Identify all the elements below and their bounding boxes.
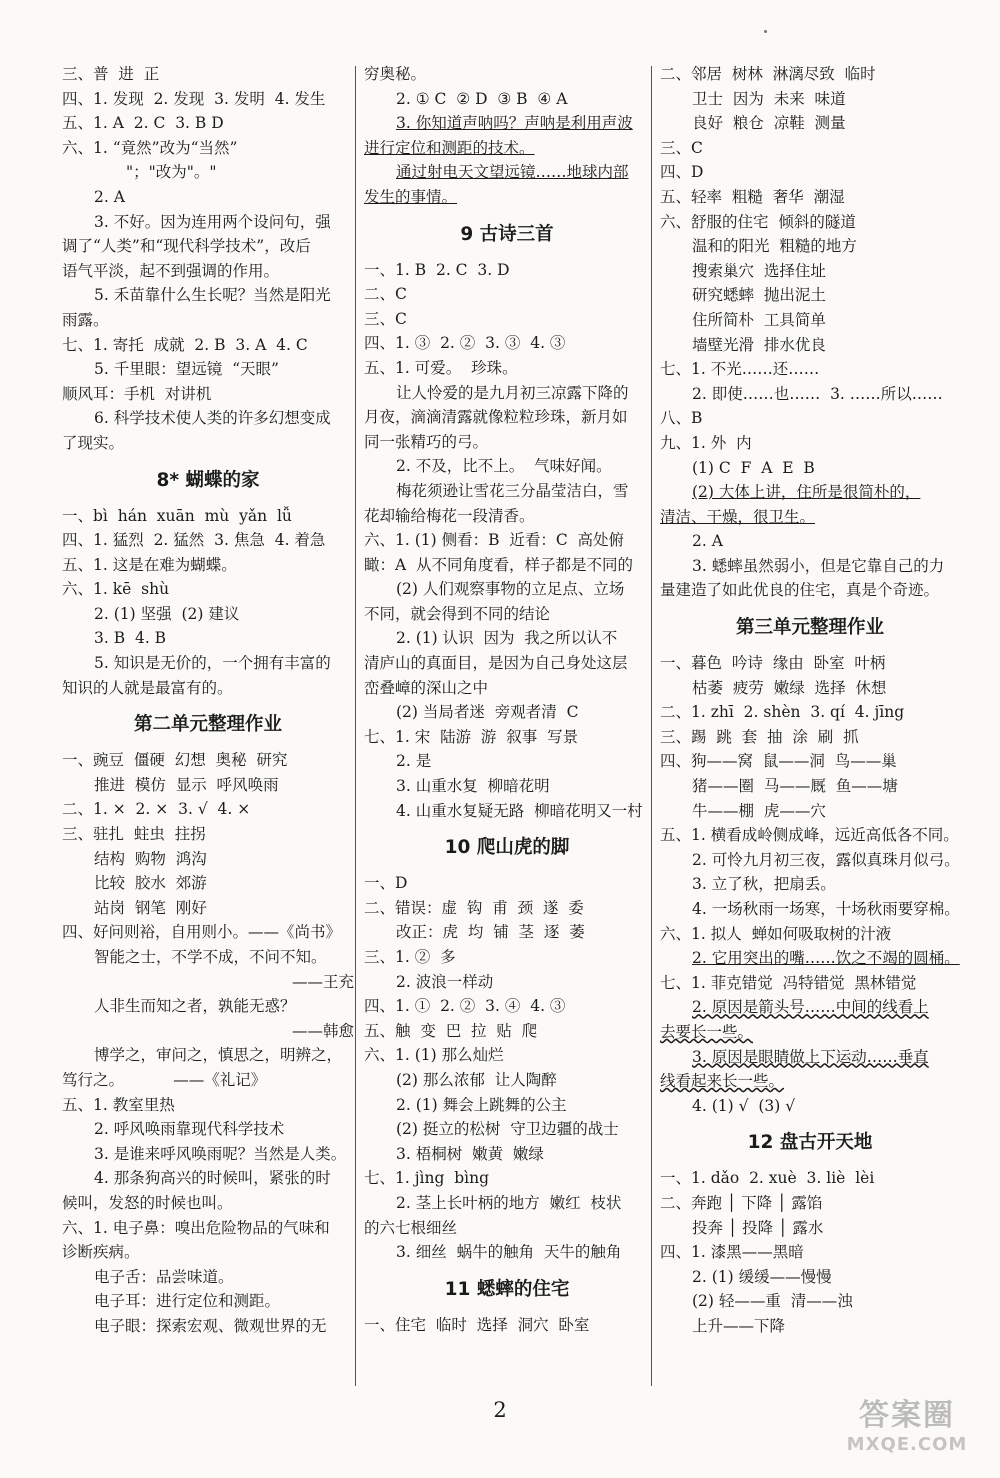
answer-line: 猪——圈 马——厩 鱼——塘: [692, 777, 898, 796]
answer-line: 九、1. 外 内: [660, 433, 752, 452]
underlined-answer: 3. 你知道声呐吗？声呐是利用声波: [396, 114, 633, 133]
answer-line: 三、C: [364, 309, 407, 328]
answer-line: 三、踢 跳 套 抽 涂 刷 抓: [660, 727, 859, 746]
answer-line: 4. 山重水复疑无路 柳暗花明又一村: [396, 801, 643, 820]
answer-line: 2. (1) 缓缓——慢慢: [692, 1267, 832, 1286]
answer-line: 3. 不好。因为连用两个设问句，强: [94, 212, 331, 231]
answer-line: ——韩愈: [291, 1021, 354, 1040]
answer-line: 4. (1) √ (3) √: [692, 1096, 796, 1115]
answer-line: 电子耳：进行定位和测距。: [94, 1292, 281, 1311]
answer-line: 二、1. zhī 2. shèn 3. qí 4. jīng: [660, 703, 905, 722]
answer-line: 月夜，滴滴清露就像粒粒珍珠，新月如: [364, 408, 628, 427]
answer-line: 2. (1) 舞会上跳舞的公主: [396, 1095, 567, 1114]
answer-line: 二、奔跑 │ 下降 │ 露馅: [660, 1193, 823, 1212]
answer-line: 二、错误：虚 钩 甫 颈 遂 委: [364, 898, 584, 917]
answer-line: [660, 946, 960, 971]
answer-line: 上升——下降: [692, 1316, 786, 1335]
answer-line: 雨露。: [62, 310, 109, 329]
underlined-answer: 3. 原因是眼睛做上下运动……垂直: [692, 1047, 929, 1066]
answer-line: 牛——棚 虎——穴: [692, 801, 826, 820]
answer-line: 峦叠嶂的深山之中: [364, 678, 489, 697]
section-heading: 12 盘古开天地: [747, 1132, 873, 1154]
answer-line: 四、1. 猛烈 2. 猛然 3. 焦急 4. 着急: [62, 531, 326, 550]
answer-line: 五、1. 教室里热: [62, 1095, 175, 1114]
answer-line: 一、1. B 2. C 3. D: [364, 260, 510, 279]
answer-line: 六、舒服的住宅 倾斜的隧道: [660, 212, 856, 231]
answer-line: 穷奥秘。: [364, 65, 427, 83]
answer-line: [660, 1045, 960, 1070]
section-heading: 第二单元整理作业: [133, 714, 282, 736]
answer-line: 诊断疾病。: [62, 1243, 140, 1262]
answer-line: 2. ① C ② D ③ B ④ A: [396, 89, 568, 108]
watermark-logo-text: 答案圈: [859, 1398, 955, 1433]
answer-line: 推进 模仿 显示 呼风唤雨: [94, 775, 279, 794]
answer-line: 二、邻居 树林 淋漓尽致 临时: [660, 65, 876, 83]
answer-line: 的六七根细丝: [364, 1218, 458, 1237]
answer-line: 住所简朴 工具简单: [692, 310, 826, 329]
answer-line: 五、轻率 粗糙 奢华 潮湿: [660, 187, 845, 206]
answer-line: 让人怜爱的是九月初三凉露下降的: [396, 383, 629, 402]
answer-line: 瞰：A 从不同角度看，样子都是不同的: [364, 555, 634, 574]
answer-line: [364, 160, 650, 185]
answer-line: 七、1. 宋 陆游 游 叙事 写景: [364, 727, 579, 746]
answer-line: [364, 185, 650, 210]
answer-line: 四、1. 漆黑——黑暗: [660, 1243, 804, 1262]
answer-line: 一、住宅 临时 选择 洞穴 卧室: [364, 1315, 590, 1334]
underlined-answer: 2. 原因是箭头号……中间的线看上: [692, 998, 929, 1017]
answer-line: 2. 波浪一样动: [396, 972, 494, 991]
answer-line: [660, 505, 960, 530]
answer-line: 电子舌：品尝味道。: [94, 1267, 234, 1286]
column-right: [660, 62, 960, 1339]
answer-line: 一、暮色 吟诗 缘由 卧室 叶柄: [660, 654, 886, 673]
answer-line: 清庐山的真面目，是因为自己身处这层: [364, 654, 628, 673]
answer-line: 一、bì hán xuān mù yǎn lǚ: [62, 506, 292, 525]
answer-line: 卫士 因为 未来 味道: [692, 89, 846, 108]
answer-line: 站岗 钢笔 刚好: [94, 898, 207, 917]
answer-line: 比较 胶水 郊游: [94, 874, 207, 893]
answer-line: (2) 当局者迷 旁观者清 C: [396, 703, 579, 722]
answer-line: 2. A: [94, 187, 125, 206]
column-left: [62, 62, 354, 1339]
answer-line: 五、1. A 2. C 3. B D: [62, 114, 224, 133]
answer-line: (2) 人们观察事物的立足点、立场: [396, 580, 625, 599]
answer-line: 智能之士，不学不成，不问不知。: [94, 948, 327, 966]
answer-line: [660, 1020, 960, 1045]
answer-line: [660, 480, 960, 505]
answer-line: "；"改为"。": [126, 163, 217, 182]
answer-line: 5. 千里眼：望远镜 “天眼”: [94, 360, 279, 379]
underlined-answer: (2) 大体上讲，住所是很简朴的，: [692, 483, 921, 502]
answer-line: 温和的阳光 粗糙的地方: [692, 237, 857, 256]
answer-line: (2) 轻——重 清——浊: [692, 1292, 853, 1311]
answer-line: 笃行之。 ——《礼记》: [62, 1070, 267, 1089]
answer-line: 六、1. 拟人 蝉如何吸取树的汁液: [660, 924, 892, 943]
answer-line: [660, 1069, 960, 1094]
answer-line: 四、1. ① 2. ② 3. ④ 4. ③: [364, 997, 566, 1016]
answer-line: 六、1. (1) 侧看：B 近看：C 高处俯: [364, 531, 625, 550]
answer-line: 知识的人就是最富有的。: [62, 678, 233, 697]
answer-line: 顺风耳：手机 对讲机: [62, 384, 212, 403]
section-heading: 11 蟋蟀的住宅: [444, 1278, 570, 1300]
answer-line: 四、D: [660, 163, 704, 182]
answer-line: 二、1. × 2. × 3. √ 4. ×: [62, 800, 251, 819]
answer-line: 3. 蟋蟀虽然弱小，但是它靠自己的力: [692, 556, 945, 575]
answer-line: 3. 细丝 蜗牛的触角 天牛的触角: [396, 1243, 622, 1262]
answer-line: 四、好问则裕，自用则小。——《尚书》: [62, 923, 342, 942]
answer-line: 一、D: [364, 874, 408, 893]
answer-line: [660, 995, 960, 1020]
answer-line: ——王充: [291, 972, 354, 991]
answer-line: 2. 不及，比不上。 气味好闻。: [396, 457, 612, 476]
answer-line: 五、触 变 巴 拉 贴 爬: [364, 1021, 538, 1040]
answer-line: (2) 那么浓郁 让人陶醉: [396, 1070, 557, 1089]
answer-line: 改正：虎 均 铺 茎 逐 萎: [396, 923, 585, 942]
underlined-answer: 2. 它用突出的嘴……饮之不竭的圆桶。: [692, 949, 960, 968]
answer-line: 结构 购物 鸿沟: [94, 849, 207, 868]
answer-line: 七、1. 菲克错觉 冯特错觉 黑林错觉: [660, 973, 917, 992]
answer-line: 4. 那条狗高兴的时候叫，紧张的时: [94, 1169, 331, 1188]
answer-line: 了现实。: [62, 433, 125, 452]
answer-line: 六、1. “竟然”改为“当然”: [62, 138, 238, 157]
column-middle: [364, 62, 650, 1337]
watermark-site: MXQE.COM: [846, 1434, 968, 1455]
answer-line: 5. 知识是无价的，一个拥有丰富的: [94, 654, 331, 673]
answer-line: 花却输给梅花一段清香。: [364, 506, 535, 525]
answer-line: 七、1. jìng bìng: [364, 1169, 490, 1188]
answer-line: 电子眼：探索宏观、微观世界的无: [94, 1316, 327, 1335]
answer-line: [364, 111, 650, 136]
answer-line: 量建造了如此优良的住宅，真是个奇迹。: [660, 581, 940, 600]
answer-line: 语气平淡，起不到强调的作用。: [62, 261, 280, 280]
answer-line: 2. 即使……也…… 3. ……所以……: [692, 384, 943, 403]
watermark-logo: [832, 1390, 982, 1464]
underlined-answer: 发生的事情。: [364, 187, 458, 206]
answer-line: [364, 136, 650, 161]
answer-line: 调了“人类”和“现代科学技术”，改后: [62, 237, 311, 256]
answer-line: 良好 粮仓 凉鞋 测量: [692, 114, 846, 133]
answer-line: 6. 科学技术使人类的许多幻想变成: [94, 409, 331, 428]
section-heading: 8* 蝴蝶的家: [156, 469, 260, 491]
answer-line: 枯萎 疲劳 嫩绿 选择 休想: [692, 678, 887, 697]
answer-line: 2. A: [692, 532, 723, 551]
answer-line: 六、1. (1) 那么灿烂: [364, 1046, 504, 1065]
underlined-answer: 线看起来长一些。: [660, 1072, 785, 1091]
section-heading: 第三单元整理作业: [735, 617, 884, 639]
answer-line: 八、B: [660, 409, 703, 428]
answer-line: 研究蟋蟀 抛出泥土: [692, 286, 826, 305]
answer-line: 3. 立了秋，把扇丢。: [692, 875, 836, 894]
answer-line: 六、1. kē shù: [62, 580, 170, 599]
answer-line: 一、豌豆 僵硬 幻想 奥秘 研究: [62, 751, 288, 770]
answer-line: 博学之，审问之，慎思之，明辨之，: [94, 1046, 343, 1065]
answer-line: 四、狗——窝 鼠——洞 鸟——巢: [660, 752, 897, 771]
answer-line: 不同，就会得到不同的结论: [364, 604, 551, 623]
answer-line: 一、1. dǎo 2. xuè 3. liè lèi: [660, 1169, 875, 1188]
column-divider-1: [355, 66, 356, 1386]
underlined-answer: 通过射电天文望远镜……地球内部: [396, 163, 629, 182]
answer-line: 2. (1) 认识 因为 我之所以认不: [396, 629, 618, 648]
answer-line: (2) 挺立的松树 守卫边疆的战士: [396, 1120, 619, 1139]
answer-line: 四、1. ③ 2. ② 3. ③ 4. ③: [364, 334, 566, 353]
underlined-answer: 清洁、干燥，很卫生。: [660, 507, 816, 526]
answer-line: 2. (1) 坚强 (2) 建议: [94, 604, 240, 623]
answer-line: 三、驻扎 蛀虫 拄拐: [62, 825, 206, 844]
answer-line: 5. 禾苗靠什么生长呢？当然是阳光: [94, 286, 331, 305]
underlined-answer: 进行定位和测距的技术。: [364, 138, 535, 157]
answer-line: 3. 山重水复 柳暗花明: [396, 777, 550, 796]
column-divider-2: [651, 66, 652, 1386]
section-heading: 9 古诗三首: [460, 223, 554, 245]
answer-line: 七、1. 不光……还……: [660, 360, 820, 379]
answer-line: 3. 是谁来呼风唤雨呢？当然是人类。: [94, 1144, 347, 1163]
answer-line: 候叫，发怒的时候也叫。: [62, 1193, 233, 1212]
answer-line: 2. 茎上长叶柄的地方 嫩红 枝状: [396, 1193, 622, 1212]
speck: [764, 30, 767, 33]
underlined-answer: 去要长一些。: [660, 1022, 754, 1041]
answer-line: 四、1. 发现 2. 发现 3. 发明 4. 发生: [62, 89, 326, 108]
answer-line: 三、1. ② 多: [364, 948, 456, 966]
section-heading: 10 爬山虎的脚: [444, 837, 570, 859]
answer-line: 五、1. 横看成岭侧成峰，远近高低各不同。: [660, 826, 959, 845]
answer-line: 七、1. 寄托 成就 2. B 3. A 4. C: [62, 335, 308, 354]
answer-line: 2. 是: [396, 752, 432, 771]
answer-line: 梅花须逊让雪花三分晶莹洁白，雪: [396, 481, 629, 500]
answer-line: 三、普 进 正: [62, 65, 160, 83]
answer-line: 3. B 4. B: [94, 629, 167, 648]
answer-line: 五、1. 这是在难为蝴蝶。: [62, 555, 237, 574]
answer-line: 2. 可怜九月初三夜，露似真珠月似弓。: [692, 850, 960, 869]
answer-line: 4. 一场秋雨一场寒，十场秋雨要穿棉。: [692, 900, 960, 918]
answer-line: 三、C: [660, 138, 703, 157]
answer-line: 2. 呼风唤雨靠现代科学技术: [94, 1120, 285, 1139]
answer-line: 人非生而知之者，孰能无惑？: [94, 997, 296, 1016]
answer-line: 3. 梧桐树 嫩黄 嫩绿: [396, 1144, 544, 1163]
answer-line: 同一张精巧的弓。: [364, 432, 489, 451]
answer-line: 五、1. 可爱。 珍珠。: [364, 358, 518, 377]
page-number: 2: [493, 1398, 507, 1422]
answer-line: 墙壁光滑 排水优良: [692, 335, 826, 354]
answer-line: (1) C F A E B: [692, 458, 815, 477]
answer-line: 六、1. 电子鼻：嗅出危险物品的气味和: [62, 1218, 330, 1237]
answer-line: 搜索巢穴 选择住址: [692, 261, 826, 280]
answer-line: 二、C: [364, 285, 407, 304]
answer-line: 投奔 │ 投降 │ 露水: [692, 1218, 824, 1237]
